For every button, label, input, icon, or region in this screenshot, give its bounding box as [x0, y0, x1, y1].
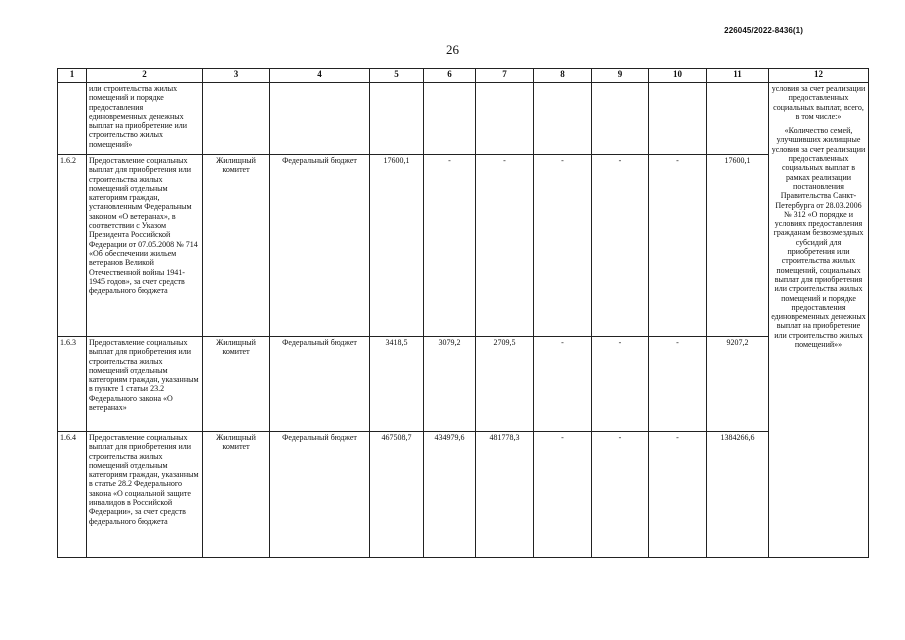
- row-value-8: -: [534, 337, 592, 432]
- col-header-12: 12: [769, 69, 869, 83]
- row-value-9: -: [592, 337, 649, 432]
- header-row: [58, 69, 869, 83]
- row-source: [270, 83, 370, 155]
- row-number: 1.6.3: [58, 337, 87, 432]
- row-value-9: -: [592, 155, 649, 337]
- page-number: 26: [446, 42, 459, 57]
- program-table: [57, 68, 869, 558]
- row-value-5: 3418,5: [370, 337, 424, 432]
- col-header-8: 8: [534, 69, 592, 83]
- row-value-9: [592, 83, 649, 155]
- row-value-6: -: [424, 155, 476, 337]
- table-row: [58, 432, 869, 558]
- row-value-7: [476, 83, 534, 155]
- row-source: Федеральный бюджет: [270, 155, 370, 337]
- table-row: [58, 83, 869, 155]
- row-executor: Жилищный комитет: [203, 337, 270, 432]
- row-value-10: -: [649, 432, 707, 558]
- row-name: Предоставление социальных выплат для приобретения или строительства жилых помещений отдельным категориям граждан, установленным Федеральным законом «О ветеранах», в соответствии с Указом Президента Российской Федерации от 07.05.2008 № 714 «Об обеспечении жильем ветеранов Великой Отечественной войны 1941-1945 годов», за счет средств федерального бюджета: [87, 155, 203, 337]
- col-header-6: 6: [424, 69, 476, 83]
- row-value-8: -: [534, 432, 592, 558]
- row-value-7: -: [476, 155, 534, 337]
- row-value-7: 2709,5: [476, 337, 534, 432]
- row-value-11: 9207,2: [707, 337, 769, 432]
- row-value-8: [534, 83, 592, 155]
- row-name: Предоставление социальных выплат для приобретения или строительства жилых помещений отдельным категориям граждан, указанным в пункте 1 статьи 23.2 Федерального закона «О ветеранах»: [87, 337, 203, 432]
- row-value-5: 17600,1: [370, 155, 424, 337]
- row-value-6: [424, 83, 476, 155]
- col-header-10: 10: [649, 69, 707, 83]
- row-value-11: [707, 83, 769, 155]
- col-header-5: 5: [370, 69, 424, 83]
- row-value-10: -: [649, 155, 707, 337]
- row-value-11: 17600,1: [707, 155, 769, 337]
- row-source: Федеральный бюджет: [270, 432, 370, 558]
- col-header-7: 7: [476, 69, 534, 83]
- row-executor: Жилищный комитет: [203, 432, 270, 558]
- col-header-9: 9: [592, 69, 649, 83]
- row-number: [58, 83, 87, 155]
- row-value-11: 1384266,6: [707, 432, 769, 558]
- table-row: [58, 337, 869, 432]
- row-value-6: 434979,6: [424, 432, 476, 558]
- col-header-1: 1: [58, 69, 87, 83]
- col-header-11: 11: [707, 69, 769, 83]
- table-row: [58, 155, 869, 337]
- col-header-4: 4: [270, 69, 370, 83]
- row-value-10: -: [649, 337, 707, 432]
- indicator-text-part1: условия за счет реализации предоставленных социальных выплат, всего, в том числе:»: [771, 84, 866, 121]
- indicator-cell: [769, 83, 869, 558]
- col-header-2: 2: [87, 69, 203, 83]
- row-executor: Жилищный комитет: [203, 155, 270, 337]
- row-source: Федеральный бюджет: [270, 337, 370, 432]
- row-executor: [203, 83, 270, 155]
- row-value-5: 467508,7: [370, 432, 424, 558]
- row-value-9: -: [592, 432, 649, 558]
- row-number: 1.6.2: [58, 155, 87, 337]
- row-value-7: 481778,3: [476, 432, 534, 558]
- row-name: Предоставление социальных выплат для приобретения или строительства жилых помещений отдельным категориям граждан, указанным в статье 28.2 Федерального закона «О социальной защите инвалидов в Российской Федерации», за счет средств федерального бюджета: [87, 432, 203, 558]
- row-name: или строительства жилых помещений и порядке предоставления единовременных денежных выплат на приобретение или строительство жилых помещений»: [87, 83, 203, 155]
- col-header-3: 3: [203, 69, 270, 83]
- row-value-8: -: [534, 155, 592, 337]
- row-value-6: 3079,2: [424, 337, 476, 432]
- document-number: 226045/2022-8436(1): [724, 26, 803, 35]
- row-value-10: [649, 83, 707, 155]
- row-number: 1.6.4: [58, 432, 87, 558]
- row-value-5: [370, 83, 424, 155]
- indicator-text-part2: «Количество семей, улучшивших жилищные условия за счет реализации предоставленных социальных выплат в рамках реализации постановления Правительства Санкт-Петербурга от 28.03.2006 № 312 «О порядке и условиях предоставления гражданам безвозмездных субсидий для приобретения или строительства жилых помещений, социальных выплат для приобретения или строительства жилых помещений и порядке предоставления единовременных денежных выплат на приобретение или строительство жилых помещений»»: [771, 126, 866, 350]
